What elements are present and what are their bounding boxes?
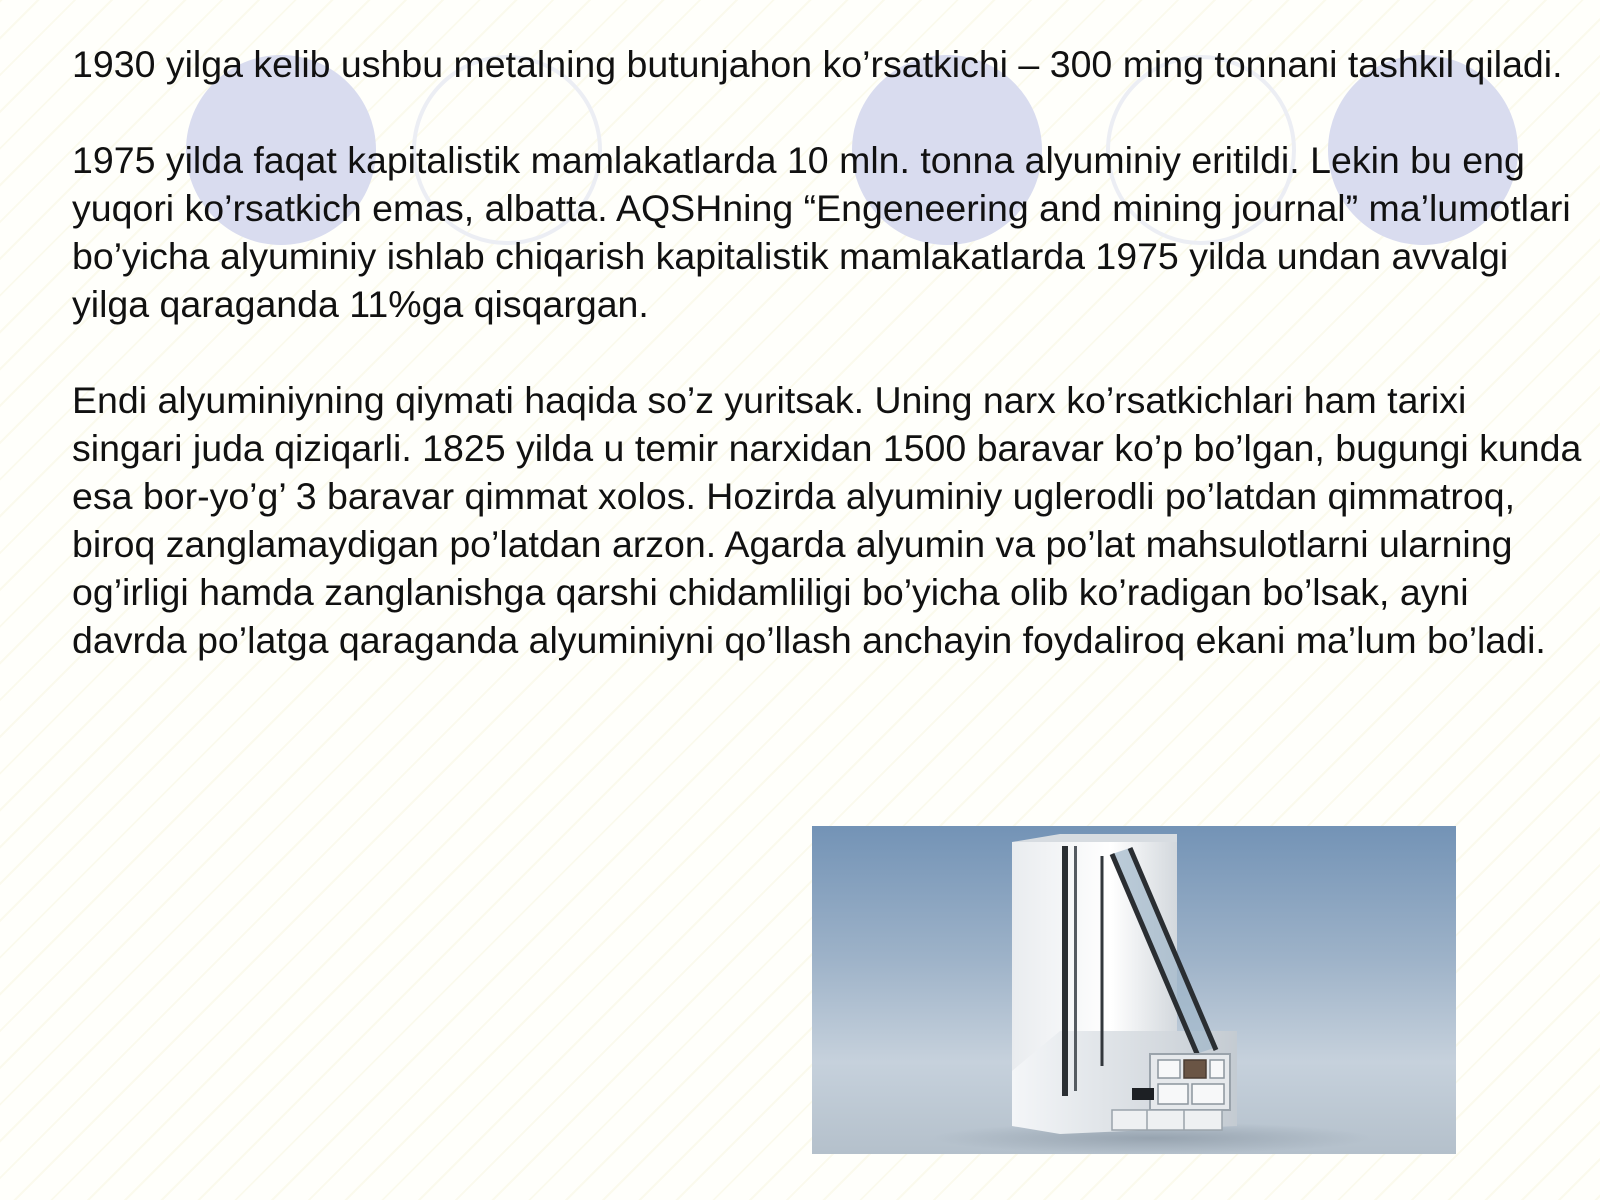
- lower-frame-section: [1112, 1110, 1222, 1130]
- chamber-2: [1184, 1060, 1206, 1078]
- paragraph-2: 1975 yilda faqat kapitalistik mamlakatlarda 10 mln. tonna alyuminiy eritildi. Lekin bu eng yuqori ko’rsatkich emas, albatta. AQSHning “Engeneering and mining journal” ma’lumotlari bo’yicha alyuminiy ishlab chiqarish kapitalistik mamlakatlarda 1975 yilda undan avvalgi yilga qaraganda 11%ga qisqargan.: [72, 139, 1571, 325]
- gasket: [1132, 1088, 1154, 1100]
- chamber-3: [1210, 1060, 1224, 1078]
- paragraph-1: 1930 yilga kelib ushbu metalning butunjahon ko’rsatkichi – 300 ming tonnani tashkil qiladi.: [72, 43, 1563, 85]
- chamber-5: [1192, 1084, 1224, 1104]
- window-profile-photo: [812, 826, 1456, 1154]
- paragraph-3: Endi alyuminiyning qiymati haqida so’z yuritsak. Uning narx ko’rsatkichlari ham tarixi singari juda qiziqarli. 1825 yilda u temir narxidan 1500 baravar ko’p bo’lgan, bugungi kunda esa bor-yo’g’ 3 baravar qimmat xolos. Hozirda alyuminiy uglerodli po’latdan qimmatroq, biroq zanglamaydigan po’latdan arzon. Agarda alyumin va po’lat mahsulotlarni ularning og’irligi hamda zanglanishga qarshi chidamliligi bo’yicha olib ko’radigan bo’lsak, ayni davrda po’latga qaraganda alyuminiyni qo’llash anchayin foydaliroq ekani ma’lum bo’ladi.: [72, 379, 1582, 661]
- frame-top-cap: [1012, 834, 1177, 842]
- chamber-1: [1158, 1060, 1180, 1078]
- sash-line-2: [1074, 846, 1077, 1091]
- sash-line-1: [1062, 846, 1068, 1096]
- slide-text: [72, 40, 1582, 712]
- chamber-4: [1158, 1084, 1188, 1104]
